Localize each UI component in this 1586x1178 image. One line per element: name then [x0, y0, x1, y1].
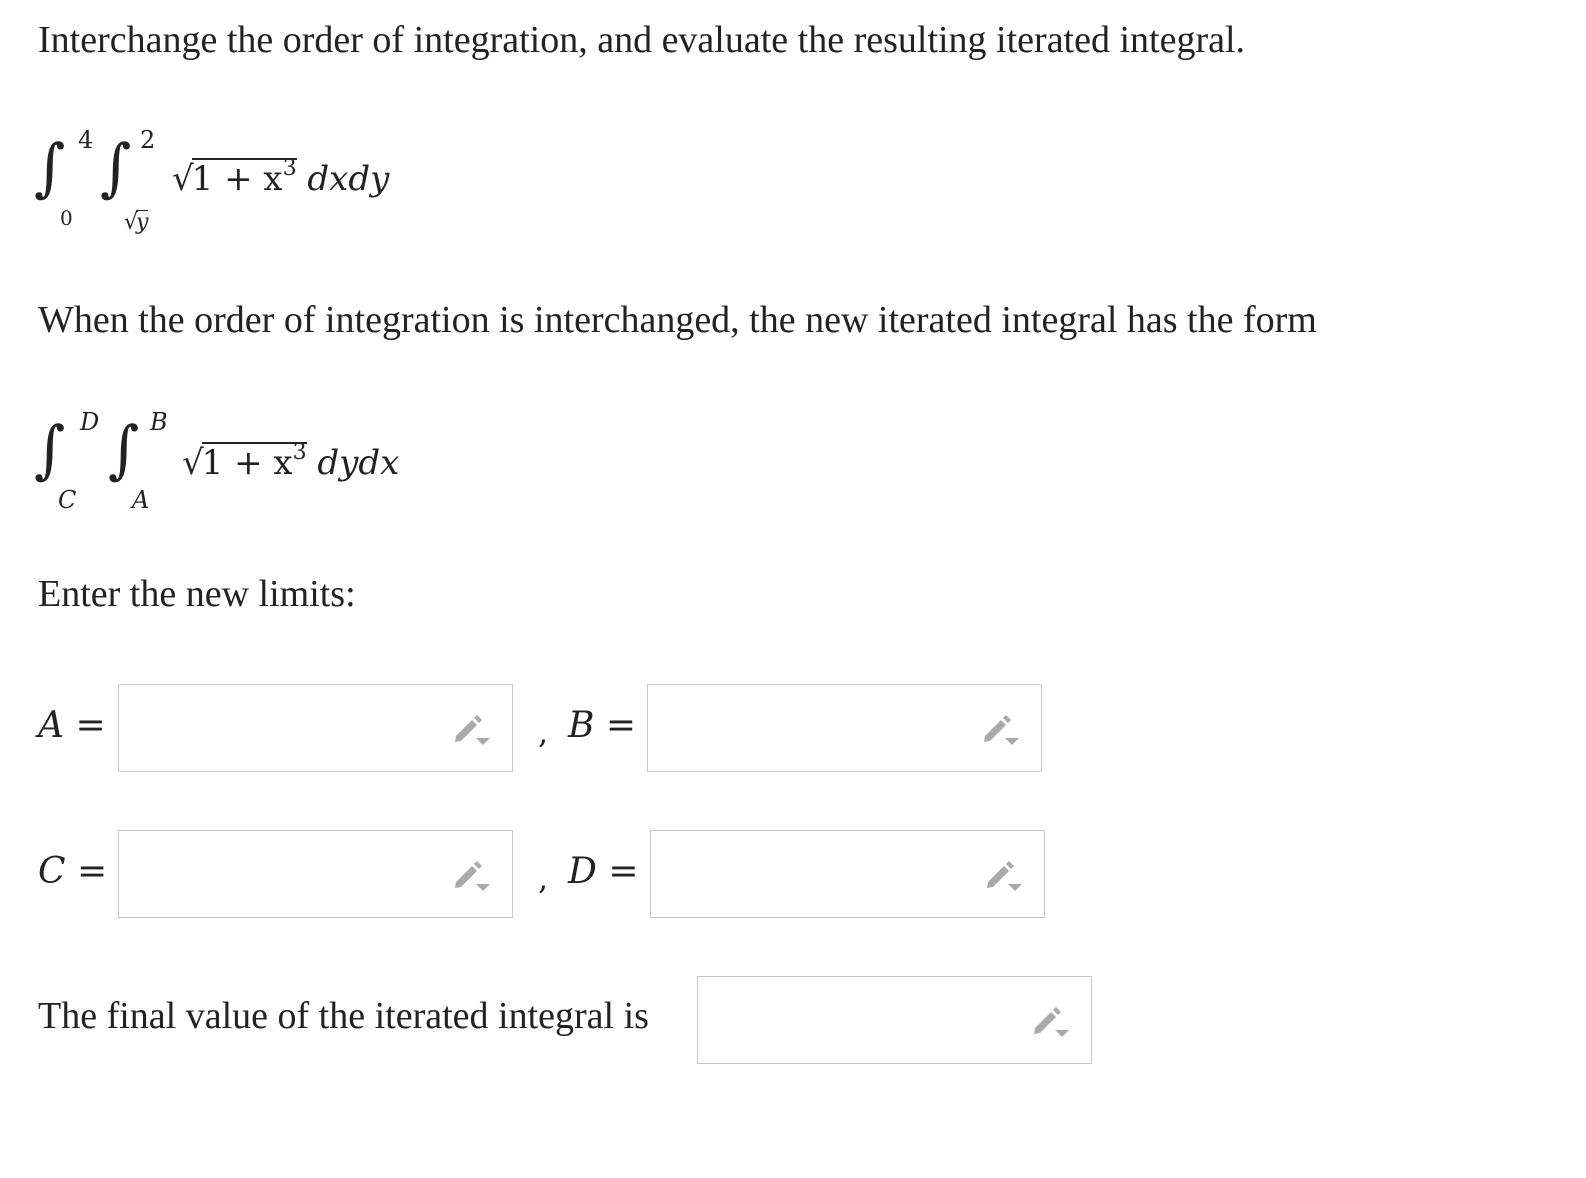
outer-integral-sign: ∫: [34, 131, 66, 205]
instruction-intro: Interchange the order of integration, and evaluate the resulting iterated integral.: [38, 19, 1246, 61]
instruction-form-sentence: When the order of integration is interchanged, the new iterated integral has the form: [38, 299, 1317, 341]
pencil-dropdown-icon[interactable]: [450, 712, 492, 746]
label-b: B =: [568, 705, 637, 746]
new-inner-integral-sign: ∫: [108, 413, 140, 487]
separator-comma: ,: [538, 859, 549, 897]
inner-upper-limit: 2: [140, 126, 156, 154]
label-c: C =: [38, 851, 108, 892]
new-inner-lower-limit: A: [132, 486, 150, 514]
new-outer-upper-limit: D: [80, 408, 100, 436]
outer-upper-limit: 4: [78, 126, 94, 154]
new-outer-lower-limit: C: [58, 486, 77, 514]
outer-lower-limit: 0: [60, 206, 73, 230]
final-value-label: The final value of the iterated integral is: [38, 995, 649, 1037]
pencil-dropdown-icon[interactable]: [979, 712, 1021, 746]
new-outer-integral-sign: ∫: [34, 413, 66, 487]
inner-integral-sign: ∫: [100, 131, 132, 205]
inner-lower-limit: √y: [124, 210, 149, 235]
original-integrand: $√1 + x^3$ dxdy: [172, 156, 390, 199]
separator-comma: ,: [538, 713, 549, 751]
original-integral: [0, 0, 600, 260]
new-inner-upper-limit: B: [150, 408, 168, 436]
new-integral: [0, 380, 600, 540]
label-d: D =: [568, 851, 639, 892]
pencil-dropdown-icon[interactable]: [982, 858, 1024, 892]
pencil-dropdown-icon[interactable]: [1029, 1004, 1071, 1038]
instruction-enter-limits: Enter the new limits:: [38, 573, 356, 615]
pencil-dropdown-icon[interactable]: [450, 858, 492, 892]
new-integrand: $√1 + x^3$ dydx: [182, 440, 400, 483]
label-a: A =: [38, 705, 106, 746]
